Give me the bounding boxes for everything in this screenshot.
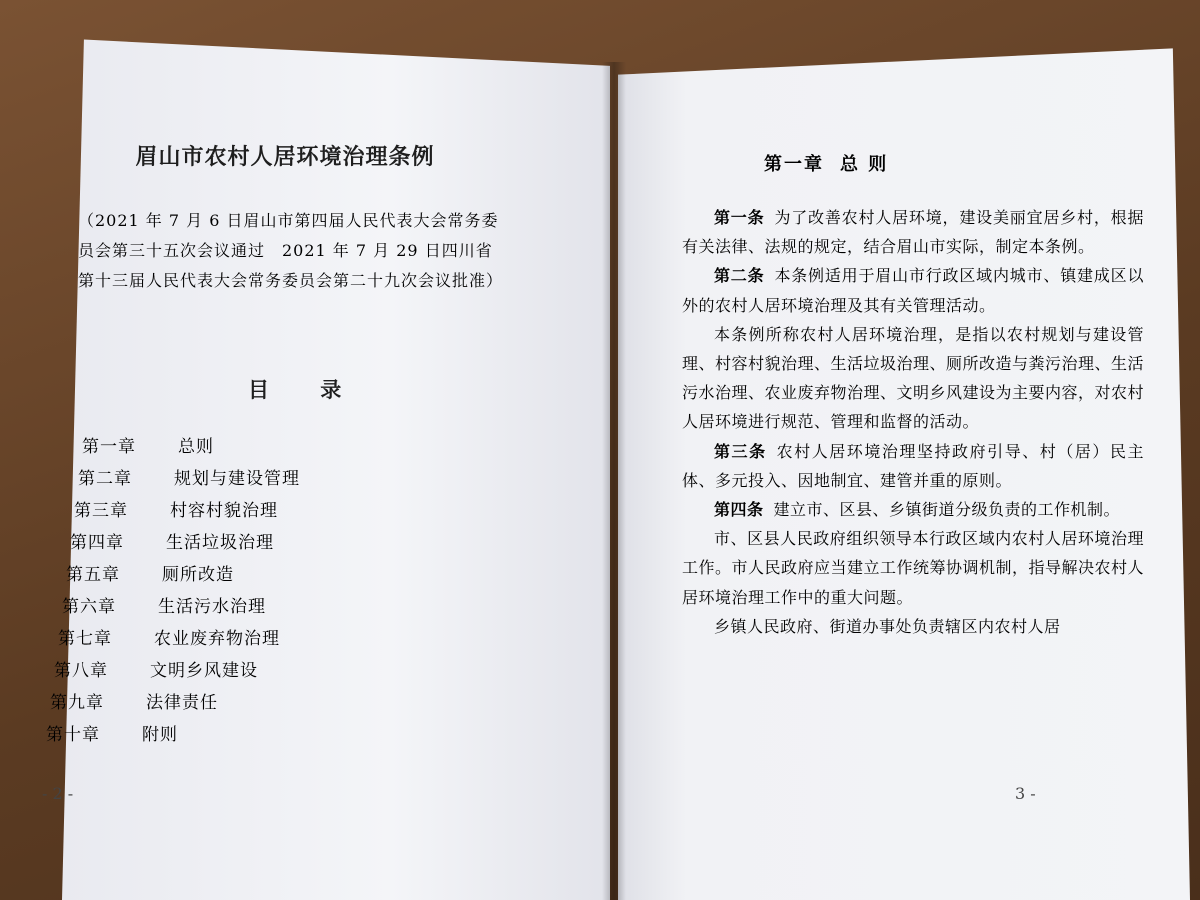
article-paragraph	[682, 437, 1144, 495]
article-paragraph	[682, 612, 1144, 641]
toc-chapter-title: 规划与建设管理	[174, 468, 300, 489]
toc-chapter-title: 生活垃圾治理	[166, 532, 274, 553]
article-text: 建立市、区县、乡镇街道分级负责的工作机制。	[773, 500, 1121, 520]
article-label: 第三条	[714, 441, 767, 461]
toc-chapter-title: 总则	[178, 436, 214, 457]
table-of-contents	[46, 428, 442, 748]
toc-chapter-number: 第七章	[58, 628, 112, 649]
article-paragraph	[682, 261, 1144, 319]
toc-chapter-number: 第三章	[74, 500, 128, 521]
toc-item	[58, 620, 442, 652]
toc-chapter-title: 文明乡风建设	[150, 660, 258, 681]
toc-chapter-number: 第五章	[66, 564, 120, 585]
article-paragraph	[682, 524, 1144, 612]
article-text: 农村人居环境治理坚持政府引导、村（居）民主体、多元投入、因地制宜、建管并重的原则。	[682, 441, 1144, 490]
chapter-body	[682, 203, 1144, 641]
toc-chapter-title: 生活污水治理	[158, 596, 266, 617]
chapter-title: 总 则	[840, 154, 889, 175]
article-label: 第一条	[714, 208, 765, 227]
toc-chapter-number: 第六章	[62, 596, 116, 617]
toc-chapter-title: 附则	[142, 724, 178, 745]
toc-chapter-title: 农业废弃物治理	[154, 628, 280, 649]
article-paragraph	[682, 203, 1144, 261]
toc-chapter-number: 第九章	[50, 692, 104, 713]
toc-item	[62, 588, 442, 620]
toc-item	[54, 652, 442, 684]
article-text: 为了改善农村人居环境，建设美丽宜居乡村，根据有关法律、法规的规定，结合眉山市实际，制定本条例。	[682, 208, 1144, 257]
page-number-right: 3 -	[1015, 784, 1036, 803]
toc-chapter-number: 第四章	[70, 532, 124, 553]
toc-item	[50, 684, 442, 716]
toc-chapter-number: 第十章	[46, 724, 100, 745]
article-paragraph	[682, 495, 1144, 524]
document-title: 眉山市农村人居环境治理条例	[135, 144, 435, 170]
toc-item	[66, 556, 442, 588]
chapter-heading	[764, 150, 888, 176]
article-text: 本条例适用于眉山市行政区域内城市、镇建成区以外的农村人居环境治理及其有关管理活动。	[682, 266, 1144, 315]
article-text: 本条例所称农村人居环境治理，是指以农村规划与建设管理、村容村貌治理、生活垃圾治理、厕所改造与粪污治理、生活污水治理、农业废弃物治理、文明乡风建设为主要内容，对农村人居环境进行规范、管理和监督的活动。	[682, 324, 1145, 432]
toc-chapter-title: 厕所改造	[162, 564, 234, 585]
toc-chapter-number: 第八章	[54, 660, 108, 681]
article-label: 第四条	[714, 500, 764, 520]
toc-item	[74, 492, 442, 524]
page-number-left: - 2 -	[42, 784, 74, 803]
article-paragraph	[682, 320, 1144, 437]
book-gutter	[602, 62, 626, 900]
chapter-number: 第一章	[764, 154, 824, 175]
toc-chapter-title: 法律责任	[146, 692, 218, 713]
toc-item	[70, 524, 442, 556]
article-text: 市、区县人民政府组织领导本行政区域内农村人居环境治理工作。市人民政府应当建立工作统筹协调机制，指导解决农村人居环境治理工作中的重大问题。	[682, 529, 1145, 607]
article-text: 乡镇人民政府、街道办事处负责辖区内农村人居	[714, 616, 1061, 636]
toc-item	[78, 460, 442, 492]
toc-item	[46, 716, 442, 748]
toc-heading: 目 录	[248, 377, 364, 402]
article-label: 第二条	[714, 266, 765, 286]
toc-chapter-number: 第一章	[82, 436, 136, 457]
toc-item	[82, 428, 442, 460]
toc-chapter-number: 第二章	[78, 468, 132, 489]
toc-chapter-title: 村容村貌治理	[170, 500, 278, 521]
adoption-note: （2021 年 7 月 6 日眉山市第四届人民代表大会常务委员会第三十五次会议通过 2021 年 7 月 29 日四川省第十三届人民代表大会常务委员会第二十九次会议批准）	[78, 211, 504, 290]
